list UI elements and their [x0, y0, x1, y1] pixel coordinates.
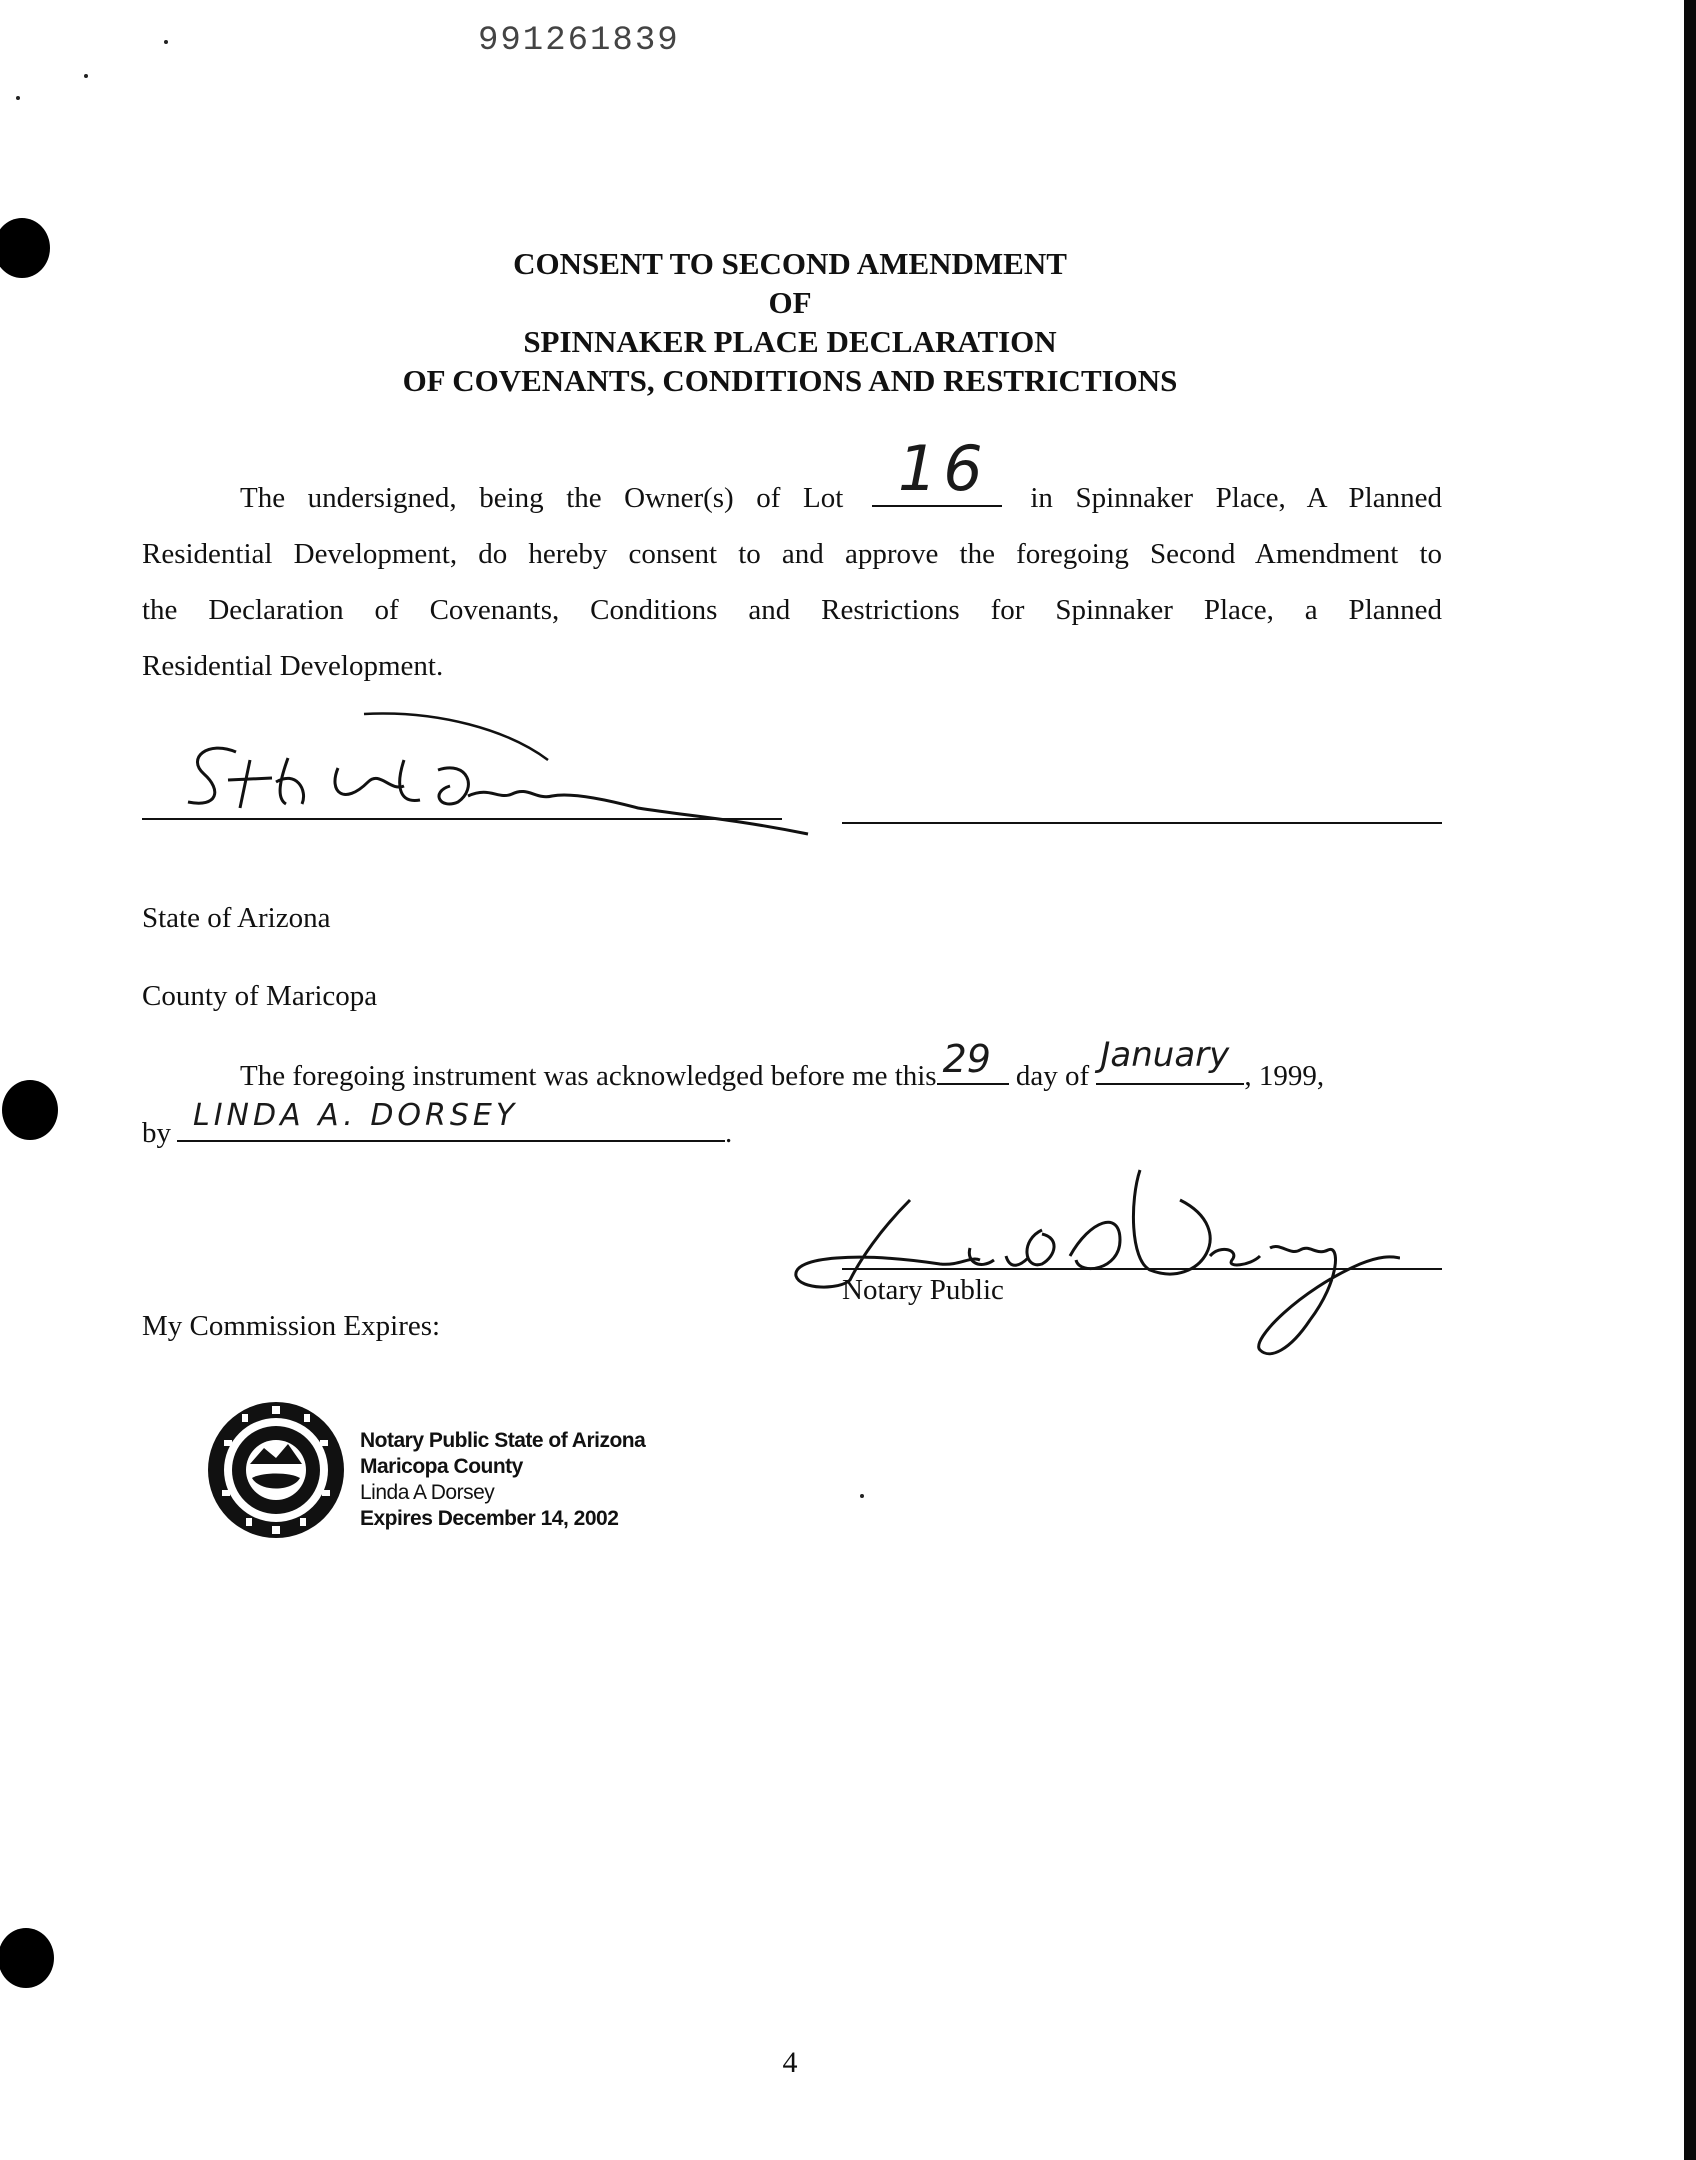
venue-county: County of Maricopa	[142, 980, 378, 1012]
consent-paragraph	[142, 432, 1442, 694]
scan-speck	[16, 96, 20, 100]
notary-signature	[780, 1160, 1400, 1360]
lot-number-field	[872, 432, 1002, 507]
commission-expires-label: My Commission Expires:	[142, 1310, 441, 1342]
ack-text: day of	[1015, 1060, 1090, 1092]
recording-number: 991261839	[478, 22, 680, 60]
notary-signature-line	[842, 1268, 1442, 1270]
ack-year: , 1999,	[1244, 1060, 1325, 1092]
scan-speck	[164, 40, 168, 44]
ack-text: The foregoing instrument was acknowledged before me this	[240, 1060, 937, 1092]
stamp-text: December 14, 2002	[437, 1507, 619, 1530]
by-period: .	[725, 1117, 733, 1149]
signer-name-field	[177, 1098, 725, 1142]
stamp-text: State of Arizona	[494, 1429, 646, 1452]
by-label: by	[142, 1117, 171, 1149]
ack-day-field	[937, 1037, 1009, 1085]
title-line: OF	[768, 285, 812, 320]
stamp-text: Expires	[360, 1507, 433, 1530]
ack-day-handwritten: 29	[942, 1037, 991, 1081]
lot-number-handwritten: 16	[897, 432, 989, 505]
punch-hole	[0, 218, 50, 278]
consent-line: Residential Development.	[142, 650, 444, 682]
title-line: CONSENT TO SECOND AMENDMENT	[513, 246, 1067, 281]
punch-hole	[0, 1928, 54, 1988]
ack-month-field	[1096, 1035, 1244, 1085]
consent-line: the Declaration of Covenants, Conditions and Restrictions for Spinnaker Place, a Planned	[142, 594, 1442, 626]
co-owner-signature-line	[842, 822, 1442, 824]
acknowledgment-line	[240, 1035, 1325, 1093]
stamp-text: Linda A Dorsey	[360, 1481, 495, 1504]
stamp-text: Maricopa County	[360, 1455, 523, 1478]
scan-edge	[1684, 0, 1696, 2160]
notary-seal-icon	[206, 1400, 346, 1540]
consent-text: in Spinnaker Place, A Planned	[1030, 482, 1442, 514]
signer-name-handwritten: LINDA A. DORSEY	[193, 1098, 519, 1133]
venue-state: State of Arizona	[142, 902, 331, 934]
notary-label: Notary Public	[842, 1274, 1004, 1306]
consent-line: Residential Development, do hereby consent to and approve the foregoing Second Amendment to	[142, 538, 1442, 570]
title-line: OF COVENANTS, CONDITIONS AND RESTRICTIONS	[402, 363, 1178, 398]
owner-signature-line	[142, 818, 782, 820]
scan-speck	[84, 74, 88, 78]
document-title	[140, 244, 1440, 400]
title-line: SPINNAKER PLACE DECLARATION	[523, 324, 1057, 359]
acknowledgment-by-line	[142, 1098, 733, 1150]
stamp-text: Notary Public	[360, 1429, 489, 1452]
notary-stamp	[360, 1428, 645, 1532]
scan-speck	[860, 1494, 864, 1498]
punch-hole	[2, 1080, 58, 1140]
page-number: 4	[782, 2046, 798, 2079]
ack-month-handwritten: January	[1100, 1035, 1230, 1075]
consent-text: The undersigned, being the Owner(s) of Lot	[240, 482, 844, 514]
consent-line	[142, 432, 1442, 526]
